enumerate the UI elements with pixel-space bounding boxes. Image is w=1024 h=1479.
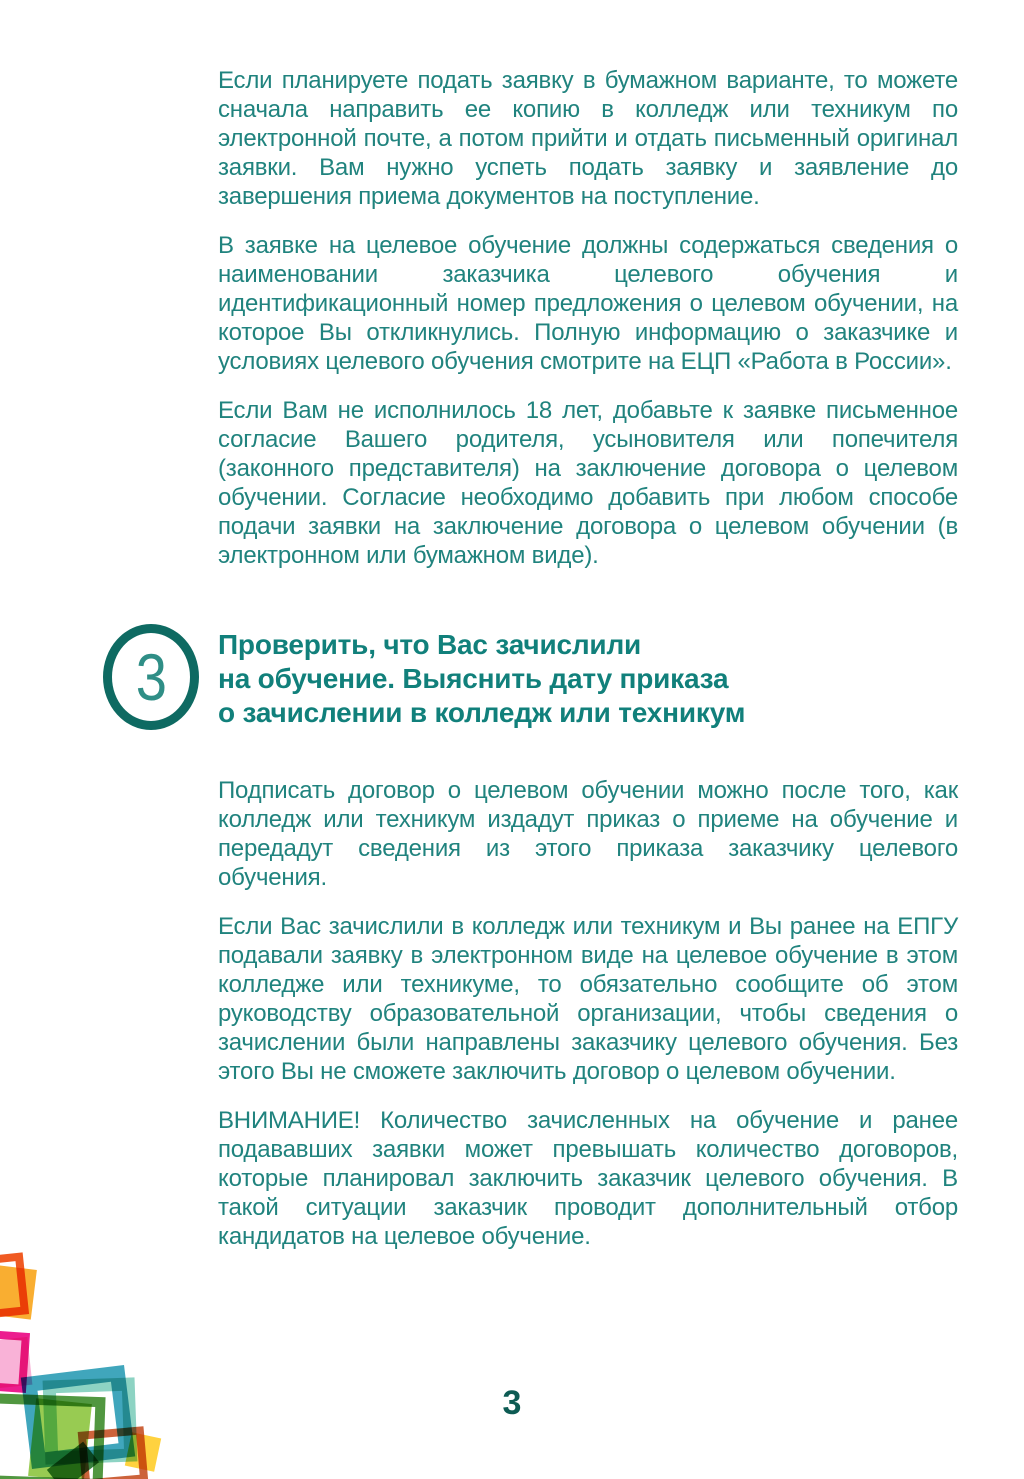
step-heading: [218, 628, 958, 730]
decor-square-red: [78, 1426, 149, 1479]
decorative-squares: [0, 1253, 175, 1479]
intro-paragraph-1: Если планируете подать заявку в бумажном варианте, то можете сначала направить ее копию в колледж или техникум по электронной почте, а потом прийти и отдать письменный оригинал заявки. Вам нужно успеть подать заявку и заявление до завершения приема документов на поступление.: [218, 67, 958, 210]
step-paragraph-2: Если Вас зачислили в колледж или техникум и Вы ранее на ЕПГУ подавали заявку в электронном виде на целевое обучение в этом колледже или техникуме, то обязательно сообщите об этом руководству образовательной организации, чтобы сведения о зачислении были направлены заказчику целевого обучения. Без этого Вы не сможете заключить договор о целевом обучении.: [218, 913, 958, 1085]
step-3-section: [135, 628, 958, 734]
decor-square-dark-green: [47, 1442, 99, 1479]
intro-paragraph-3: Если Вам не исполнилось 18 лет, добавьте к заявке письменное согласие Вашего родителя, усыновителя или попечителя (законного представителя) на заключение договора о целевом обучении. Согласие необходимо добавить при любом способе подачи заявки на заключение договора о целевом обучении (в электронном или бумажном виде).: [218, 397, 958, 569]
page-number: 3: [502, 1384, 522, 1422]
step-paragraph-1: Подписать договор о целевом обучении можно после того, как колледж или техникум издадут приказ о приеме на обучение и передадут сведения из этого приказа заказчику целевого обучения.: [218, 777, 958, 891]
step-heading-line-3: о зачислении в колледж или техникум: [218, 697, 746, 728]
decor-square-yellow: [125, 1432, 161, 1471]
decor-square-orange-light: [0, 1264, 37, 1319]
step-heading-line-1: Проверить, что Вас зачислили: [218, 629, 642, 660]
step-paragraph-3: ВНИМАНИЕ! Количество зачисленных на обучение и ранее подававших заявки может превышать количество договоров, которые планировал заключить заказчик целевого обучения. В такой ситуации заказчик проводит дополнительный отбор кандидатов на целевое обучение.: [218, 1107, 958, 1250]
step-number-badge: [103, 624, 199, 730]
decor-square-pink-light: [0, 1337, 32, 1389]
step-heading-line-2: на обучение. Выяснить дату приказа: [218, 663, 729, 694]
intro-paragraph-2: В заявке на целевое обучение должны содержаться сведения о наименовании заказчика целевого обучения и идентификационный номер предложения о целевом обучении, на которое Вы откликнулись. Полную информацию о заказчике и условиях целевого обучения смотрите на ЕЦП «Работа в России».: [218, 232, 958, 375]
step-number: 3: [135, 640, 167, 714]
decor-square-orange: [0, 1252, 29, 1319]
text-column: [135, 66, 958, 1271]
